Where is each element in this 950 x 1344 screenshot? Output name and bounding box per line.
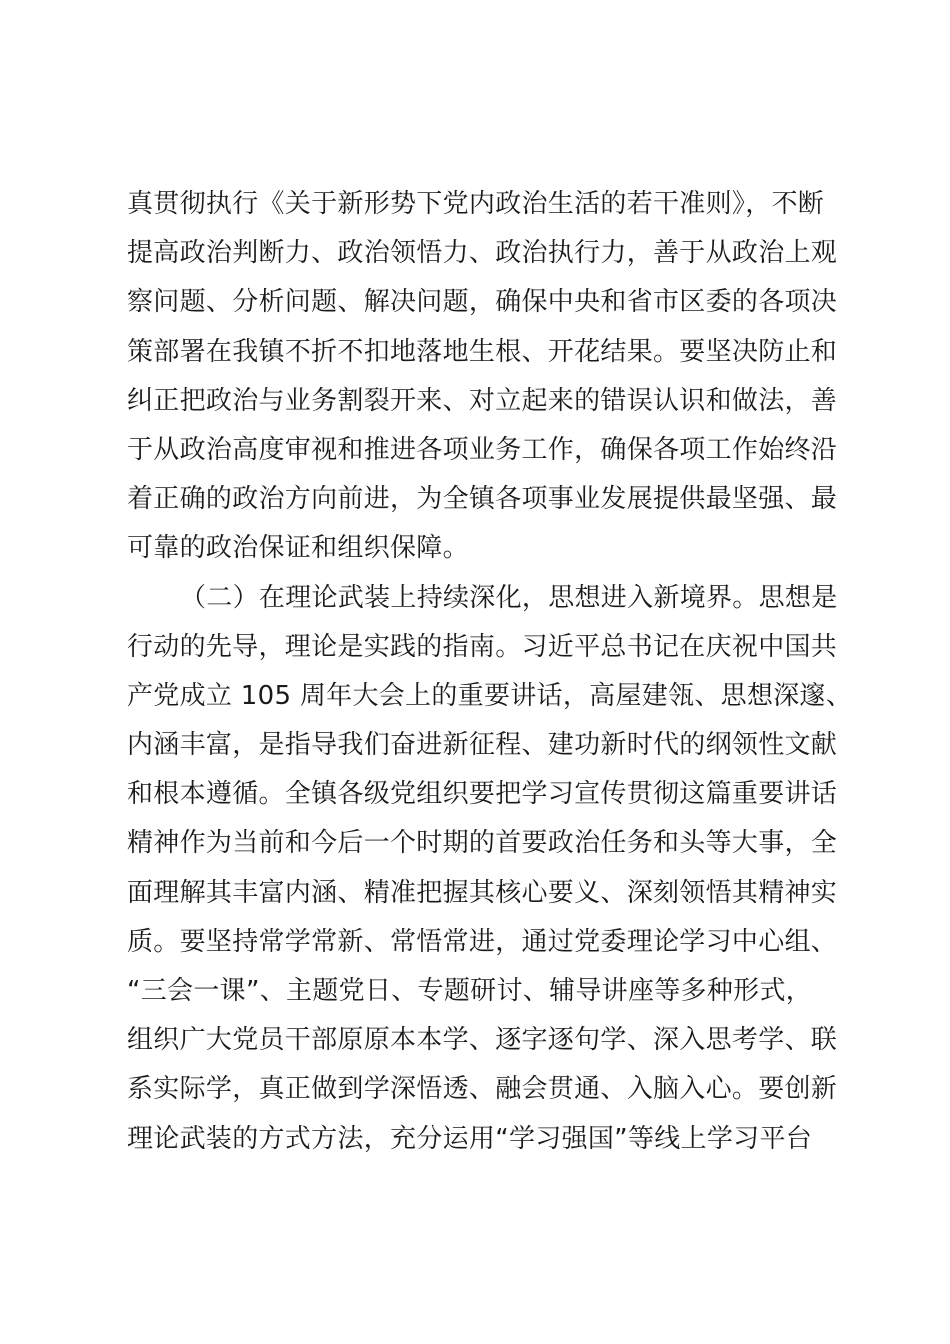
text-line: 精神作为当前和今后一个时期的首要政治任务和头等大事，全	[127, 828, 838, 859]
text-line: 察问题、分析问题、解决问题，确保中央和省市区委的各项决	[127, 287, 838, 318]
text-line: 着正确的政治方向前进，为全镇各项事业发展提供最坚强、最	[127, 484, 838, 515]
text-line: 内涵丰富，是指导我们奋进新征程、建功新时代的纲领性文献	[127, 730, 838, 761]
text-line: 于从政治高度审视和推进各项业务工作，确保各项工作始终沿	[127, 434, 838, 465]
section-heading-line: （二）在理论武装上持续深化，思想进入新境界。思想是	[180, 582, 838, 613]
text-line: 纠正把政治与业务割裂开来、对立起来的错误认识和做法，善	[127, 385, 838, 416]
text-line: 质。要坚持常学常新、常悟常进，通过党委理论学习中心组、	[127, 926, 838, 957]
text-line: 可靠的政治保证和组织保障。	[127, 533, 469, 564]
text-line: 真贯彻执行《关于新形势下党内政治生活的若干准则》，不断	[127, 189, 825, 219]
text-line: 组织广大党员干部原原本本学、逐字逐句学、深入思考学、联	[127, 1025, 838, 1056]
body-text	[127, 180, 853, 1164]
text-line: 系实际学，真正做到学深悟透、融会贯通、入脑入心。要创新	[127, 1074, 838, 1105]
text-line: “三会一课”、主题党日、专题研讨、辅导讲座等多种形式，	[127, 976, 813, 1006]
text-line: 策部署在我镇不折不扣地落地生根、开花结果。要坚决防止和	[127, 336, 838, 367]
text-line: 行动的先导，理论是实践的指南。习近平总书记在庆祝中国共	[127, 631, 838, 662]
text-line: 面理解其丰富内涵、精准把握其核心要义、深刻领悟其精神实	[127, 877, 838, 908]
text-line: 提高政治判断力、政治领悟力、政治执行力，善于从政治上观	[127, 238, 838, 269]
text-line: 产党成立 105 周年大会上的重要讲话，高屋建瓴、思想深邃、	[127, 680, 853, 711]
text-line: 和根本遵循。全镇各级党组织要把学习宣传贯彻这篇重要讲话	[127, 779, 838, 810]
text-line: 理论武装的方式方法，充分运用“学习强国”等线上学习平台	[127, 1123, 813, 1154]
